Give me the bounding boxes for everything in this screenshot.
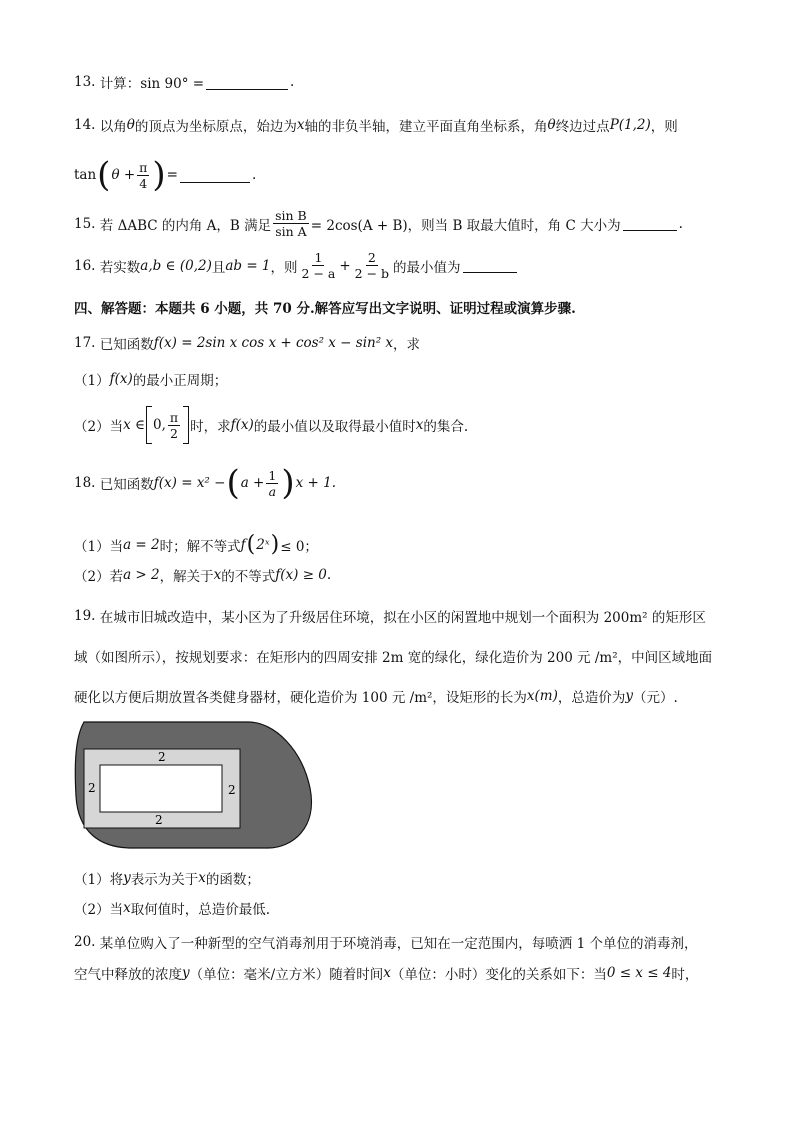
question-19-line2: 域（如图所示），按规划要求：在矩形内的四周安排 2m 宽的绿化，绿化造价为 200 元 /m²，中间区域地面	[74, 650, 713, 666]
question-17: 17. 已知函数 f(x) = 2sin x cos x + cos² x − sin² x ，求	[74, 335, 421, 353]
label-left: 2	[88, 781, 96, 795]
question-15: 15. 若 ΔABC 的内角 A，B 满足 $\frac{\text{sin B}}{\text{sin A}}$ = 2cos(A + B)，则当 B 取最大值时，角 C 大小为 .	[74, 208, 683, 239]
rectangle-figure	[70, 720, 320, 854]
question-19-part2: （2）当 x 取何值时，总造价最低.	[74, 900, 271, 918]
hardened-area	[100, 765, 222, 812]
q16-answer-blank	[463, 258, 517, 273]
q13-text: 计算：sin 90° =	[99, 76, 205, 92]
q13-answer-blank	[206, 75, 288, 90]
question-19-line1: 19. 在城市旧城改造中，某小区为了升级居住环境，拟在小区的闲置地中规划一个面积为 200m² 的矩形区	[74, 608, 706, 626]
question-19-line3: 硬化以方便后期放置各类健身器材，硬化造价为 100 元 /m²，设矩形的长为 x(m) ，总造价为 y （元）.	[74, 688, 678, 706]
question-18-part2: （2）若 a > 2 ，解关于 x 的不等式 f(x) ≥ 0.	[74, 567, 332, 585]
question-17-part1: （1） f(x) 的最小正周期；	[74, 371, 228, 389]
q15-answer-blank	[623, 216, 677, 231]
question-20-line1: 20. 某单位购入了一种新型的空气消毒剂用于环境消毒，已知在一定范围内，每喷洒 1 个单位的消毒剂，	[74, 934, 698, 952]
question-13: 13. 计算：sin 90° = .	[74, 74, 295, 92]
question-19-part1: （1）将 y 表示为关于 x 的函数；	[74, 870, 260, 888]
question-18-part1: （1）当 a = 2 时；解不等式 f ( 2ˣ ) ≤ 0；	[74, 532, 318, 557]
label-top: 2	[158, 750, 166, 764]
q14-answer-blank	[180, 168, 250, 183]
sinb-over-sina-fraction: $\frac{\text{sin B}}{\text{sin A}}$	[275, 208, 307, 239]
q13-number: 13.	[74, 74, 96, 90]
point-p: P(1,2)	[609, 117, 651, 133]
pi-over-4-fraction: $\frac{\pi}{4}$	[139, 159, 148, 191]
question-18: 18. 已知函数 f(x) = x² − ( a + $\frac{1}{a}$ ) x + 1.	[74, 463, 336, 503]
label-right: 2	[228, 783, 236, 797]
question-17-part2: （2）当 x ∈ 0, $\frac{\pi}{2}$ 时，求 f(x) 的最小值以及取得最小值时 x 的集合.	[74, 406, 468, 444]
question-20-line2: 空气中释放的浓度 y （单位：毫米/立方米）随着时间 x （单位：小时）变化的关系如下：当 0 ≤ x ≤ 4 时，	[74, 965, 699, 983]
question-14-line1: 14. 以角 θ 的顶点为坐标原点，始边为 x 轴的非负半轴，建立平面直角坐标系，角 θ 终边过点 P(1,2) ，则	[74, 117, 678, 135]
question-14-line2: tan ( θ + $\frac{\pi}{4}$ ) = .	[74, 155, 257, 195]
question-16: 16. 若实数 a,b ∈ (0,2) 且 ab = 1 ，则 $\frac{1}{2 - a}$ + $\frac{2}{2 - b}$ 的最小值为	[74, 250, 519, 281]
label-bottom: 2	[155, 813, 163, 827]
plot-diagram	[70, 720, 320, 850]
section-4-header: 四、解答题：本题共 6 小题，共 70 分.解答应写出文字说明、证明过程或演算步骤.	[74, 301, 576, 317]
